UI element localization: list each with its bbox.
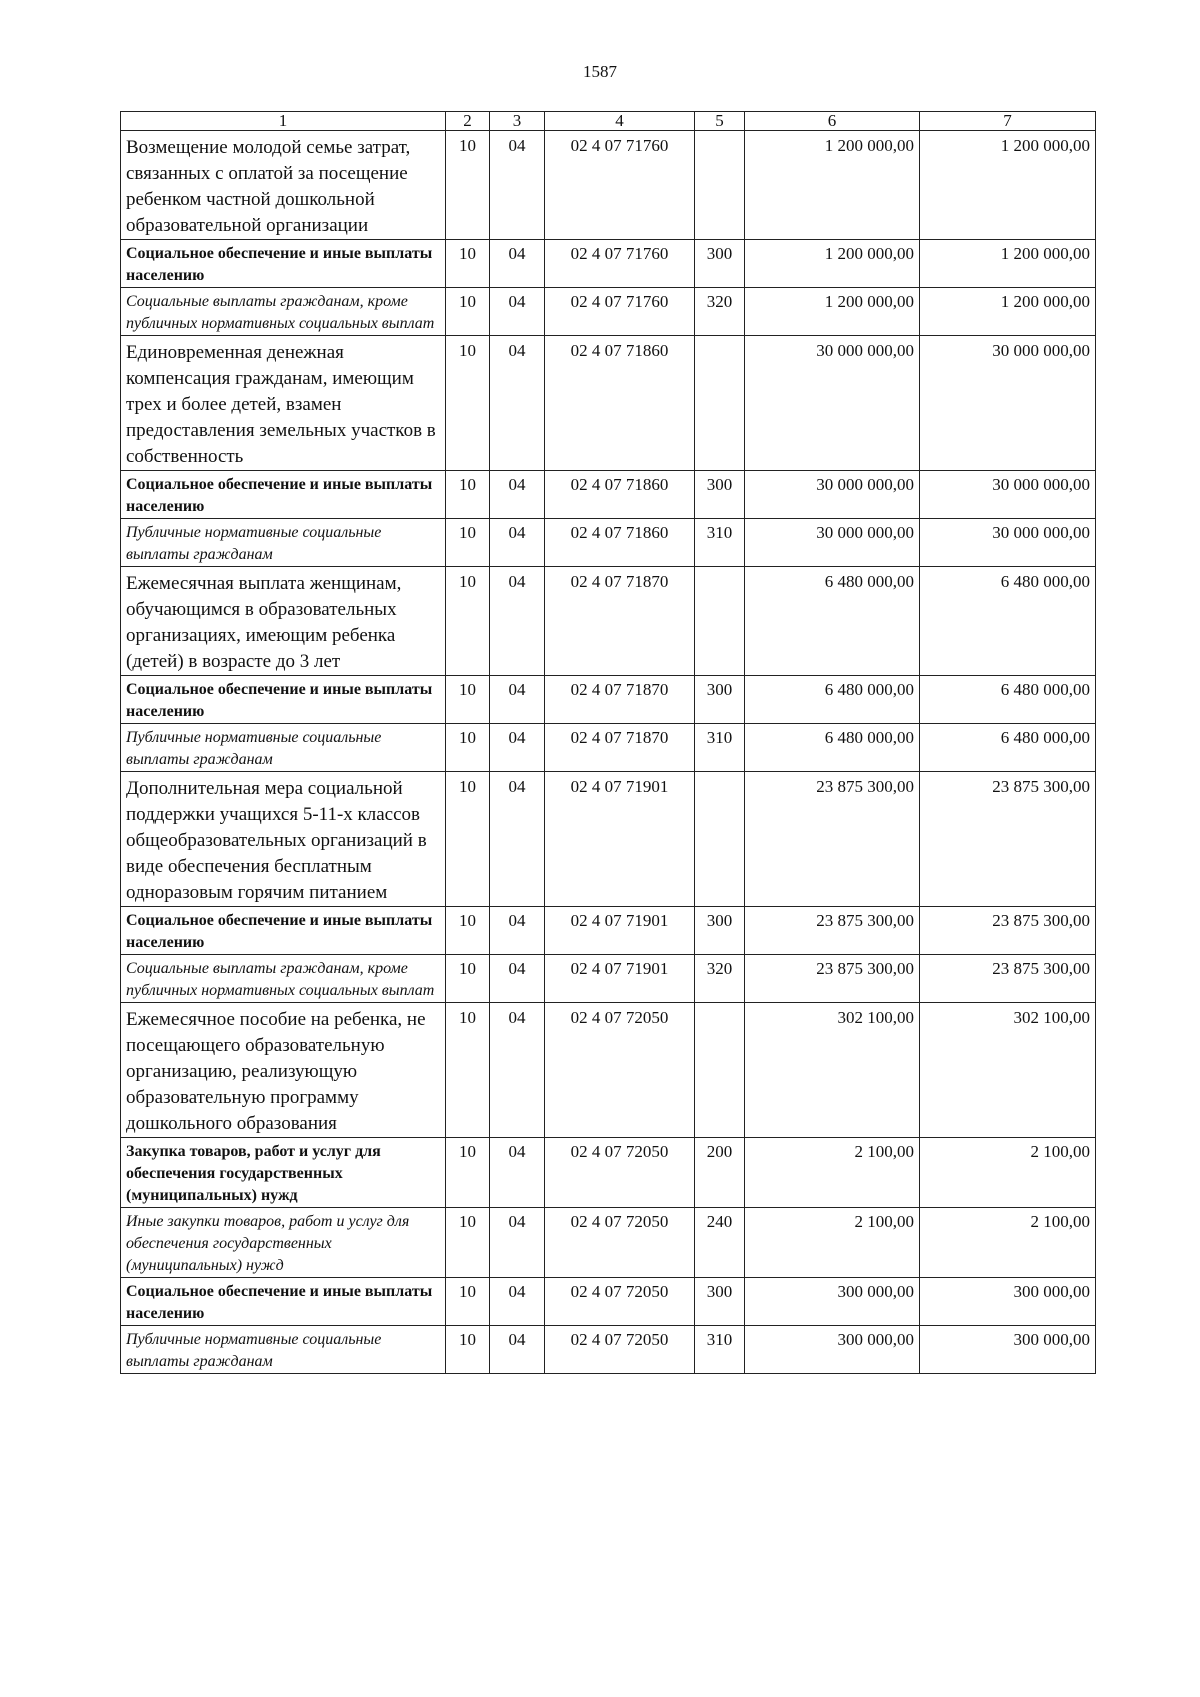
amount-col7-cell: 23 875 300,00: [920, 955, 1096, 1003]
amount-col7-cell: 30 000 000,00: [920, 471, 1096, 519]
amount-col6-cell: 30 000 000,00: [745, 336, 920, 471]
target-article-cell: 02 4 07 71870: [545, 567, 695, 676]
subsection-code-cell: 04: [490, 955, 545, 1003]
section-code-cell: 10: [446, 907, 490, 955]
amount-col7-cell: 2 100,00: [920, 1208, 1096, 1278]
amount-col6-cell: 6 480 000,00: [745, 567, 920, 676]
subsection-code-cell: 04: [490, 772, 545, 907]
table-row: [121, 1003, 1096, 1138]
target-article-cell: 02 4 07 71760: [545, 131, 695, 240]
target-article-cell: 02 4 07 71860: [545, 471, 695, 519]
section-code-cell: 10: [446, 955, 490, 1003]
header-cell-col3: 3: [490, 112, 545, 131]
amount-col6-cell: 6 480 000,00: [745, 676, 920, 724]
amount-col6-cell: 302 100,00: [745, 1003, 920, 1138]
table-row: [121, 519, 1096, 567]
target-article-cell: 02 4 07 71901: [545, 955, 695, 1003]
amount-col7-cell: 6 480 000,00: [920, 676, 1096, 724]
subsection-code-cell: 04: [490, 336, 545, 471]
section-code-cell: 10: [446, 772, 490, 907]
amount-col7-cell: 1 200 000,00: [920, 288, 1096, 336]
amount-col6-cell: 30 000 000,00: [745, 519, 920, 567]
subsection-code-cell: 04: [490, 288, 545, 336]
expense-type-cell: 300: [695, 676, 745, 724]
table-row: [121, 907, 1096, 955]
amount-col7-cell: 30 000 000,00: [920, 519, 1096, 567]
table-row: [121, 1208, 1096, 1278]
amount-col6-cell: 300 000,00: [745, 1326, 920, 1374]
row-name-cell: Социальное обеспечение и иные выплаты населению: [121, 1278, 446, 1326]
subsection-code-cell: 04: [490, 240, 545, 288]
section-code-cell: 10: [446, 1138, 490, 1208]
budget-table: [120, 111, 1096, 1374]
subsection-code-cell: 04: [490, 131, 545, 240]
subsection-code-cell: 04: [490, 567, 545, 676]
row-name-cell: Публичные нормативные социальные выплаты гражданам: [121, 519, 446, 567]
amount-col7-cell: 2 100,00: [920, 1138, 1096, 1208]
amount-col7-cell: 6 480 000,00: [920, 724, 1096, 772]
expense-type-cell: 300: [695, 907, 745, 955]
expense-type-cell: 240: [695, 1208, 745, 1278]
section-code-cell: 10: [446, 471, 490, 519]
page-number: 1587: [583, 62, 617, 81]
expense-type-cell: [695, 772, 745, 907]
section-code-cell: 10: [446, 1208, 490, 1278]
table-row: [121, 131, 1096, 240]
row-name-cell: Публичные нормативные социальные выплаты гражданам: [121, 724, 446, 772]
row-name-cell: Дополнительная мера социальной поддержки учащихся 5-11-х классов общеобразовательных организаций в виде обеспечения бесплатным одноразовым горячим питанием: [121, 772, 446, 907]
subsection-code-cell: 04: [490, 676, 545, 724]
amount-col7-cell: 23 875 300,00: [920, 772, 1096, 907]
amount-col7-cell: 30 000 000,00: [920, 336, 1096, 471]
table-row: [121, 240, 1096, 288]
expense-type-cell: [695, 1003, 745, 1138]
amount-col7-cell: 300 000,00: [920, 1326, 1096, 1374]
header-cell-col1: 1: [121, 112, 446, 131]
target-article-cell: 02 4 07 71860: [545, 519, 695, 567]
row-name-cell: Иные закупки товаров, работ и услуг для обеспечения государственных (муниципальных) нужд: [121, 1208, 446, 1278]
row-name-cell: Социальное обеспечение и иные выплаты населению: [121, 907, 446, 955]
target-article-cell: 02 4 07 72050: [545, 1278, 695, 1326]
target-article-cell: 02 4 07 71901: [545, 772, 695, 907]
amount-col7-cell: 1 200 000,00: [920, 240, 1096, 288]
amount-col7-cell: 302 100,00: [920, 1003, 1096, 1138]
target-article-cell: 02 4 07 71870: [545, 676, 695, 724]
section-code-cell: 10: [446, 1003, 490, 1138]
section-code-cell: 10: [446, 240, 490, 288]
expense-type-cell: [695, 567, 745, 676]
section-code-cell: 10: [446, 336, 490, 471]
table-row: [121, 1326, 1096, 1374]
table-row: [121, 1138, 1096, 1208]
target-article-cell: 02 4 07 72050: [545, 1326, 695, 1374]
row-name-cell: Социальное обеспечение и иные выплаты населению: [121, 471, 446, 519]
subsection-code-cell: 04: [490, 1003, 545, 1138]
section-code-cell: 10: [446, 519, 490, 567]
subsection-code-cell: 04: [490, 519, 545, 567]
row-name-cell: Социальные выплаты гражданам, кроме публичных нормативных социальных выплат: [121, 955, 446, 1003]
header-cell-col7: 7: [920, 112, 1096, 131]
amount-col6-cell: 1 200 000,00: [745, 288, 920, 336]
table-row: [121, 772, 1096, 907]
target-article-cell: 02 4 07 72050: [545, 1138, 695, 1208]
row-name-cell: Социальное обеспечение и иные выплаты населению: [121, 240, 446, 288]
table-row: [121, 567, 1096, 676]
expense-type-cell: 300: [695, 1278, 745, 1326]
header-cell-col4: 4: [545, 112, 695, 131]
row-name-cell: Возмещение молодой семье затрат, связанных с оплатой за посещение ребенком частной дошкольной образовательной организации: [121, 131, 446, 240]
target-article-cell: 02 4 07 71760: [545, 240, 695, 288]
table-row: [121, 1278, 1096, 1326]
amount-col6-cell: 2 100,00: [745, 1138, 920, 1208]
table-row: [121, 336, 1096, 471]
table-row: [121, 471, 1096, 519]
row-name-cell: Публичные нормативные социальные выплаты гражданам: [121, 1326, 446, 1374]
table-row: [121, 288, 1096, 336]
row-name-cell: Единовременная денежная компенсация гражданам, имеющим трех и более детей, взамен предоставления земельных участков в собственность: [121, 336, 446, 471]
expense-type-cell: 300: [695, 240, 745, 288]
target-article-cell: 02 4 07 72050: [545, 1003, 695, 1138]
expense-type-cell: 310: [695, 519, 745, 567]
table-row: [121, 676, 1096, 724]
header-cell-col5: 5: [695, 112, 745, 131]
subsection-code-cell: 04: [490, 724, 545, 772]
header-cell-col2: 2: [446, 112, 490, 131]
amount-col6-cell: 6 480 000,00: [745, 724, 920, 772]
expense-type-cell: [695, 336, 745, 471]
amount-col6-cell: 1 200 000,00: [745, 131, 920, 240]
amount-col7-cell: 6 480 000,00: [920, 567, 1096, 676]
table-row: [121, 955, 1096, 1003]
table-row: [121, 724, 1096, 772]
amount-col6-cell: 300 000,00: [745, 1278, 920, 1326]
subsection-code-cell: 04: [490, 1138, 545, 1208]
section-code-cell: 10: [446, 724, 490, 772]
expense-type-cell: 200: [695, 1138, 745, 1208]
expense-type-cell: 320: [695, 955, 745, 1003]
subsection-code-cell: 04: [490, 1208, 545, 1278]
amount-col6-cell: 30 000 000,00: [745, 471, 920, 519]
target-article-cell: 02 4 07 71870: [545, 724, 695, 772]
section-code-cell: 10: [446, 676, 490, 724]
expense-type-cell: 320: [695, 288, 745, 336]
amount-col7-cell: 300 000,00: [920, 1278, 1096, 1326]
section-code-cell: 10: [446, 1278, 490, 1326]
amount-col7-cell: 1 200 000,00: [920, 131, 1096, 240]
amount-col6-cell: 23 875 300,00: [745, 907, 920, 955]
amount-col6-cell: 23 875 300,00: [745, 772, 920, 907]
row-name-cell: Ежемесячная выплата женщинам, обучающимся в образовательных организациях, имеющим ребенка (детей) в возрасте до 3 лет: [121, 567, 446, 676]
amount-col7-cell: 23 875 300,00: [920, 907, 1096, 955]
subsection-code-cell: 04: [490, 1326, 545, 1374]
subsection-code-cell: 04: [490, 471, 545, 519]
subsection-code-cell: 04: [490, 1278, 545, 1326]
row-name-cell: Социальное обеспечение и иные выплаты населению: [121, 676, 446, 724]
amount-col6-cell: 1 200 000,00: [745, 240, 920, 288]
section-code-cell: 10: [446, 288, 490, 336]
expense-type-cell: 300: [695, 471, 745, 519]
row-name-cell: Социальные выплаты гражданам, кроме публичных нормативных социальных выплат: [121, 288, 446, 336]
target-article-cell: 02 4 07 71860: [545, 336, 695, 471]
expense-type-cell: 310: [695, 1326, 745, 1374]
section-code-cell: 10: [446, 567, 490, 676]
row-name-cell: Закупка товаров, работ и услуг для обеспечения государственных (муниципальных) нужд: [121, 1138, 446, 1208]
section-code-cell: 10: [446, 131, 490, 240]
target-article-cell: 02 4 07 72050: [545, 1208, 695, 1278]
expense-type-cell: 310: [695, 724, 745, 772]
amount-col6-cell: 2 100,00: [745, 1208, 920, 1278]
target-article-cell: 02 4 07 71901: [545, 907, 695, 955]
subsection-code-cell: 04: [490, 907, 545, 955]
target-article-cell: 02 4 07 71760: [545, 288, 695, 336]
section-code-cell: 10: [446, 1326, 490, 1374]
amount-col6-cell: 23 875 300,00: [745, 955, 920, 1003]
row-name-cell: Ежемесячное пособие на ребенка, не посещающего образовательную организацию, реализующую образовательную программу дошкольного образования: [121, 1003, 446, 1138]
header-row: [121, 112, 1096, 131]
expense-type-cell: [695, 131, 745, 240]
header-cell-col6: 6: [745, 112, 920, 131]
